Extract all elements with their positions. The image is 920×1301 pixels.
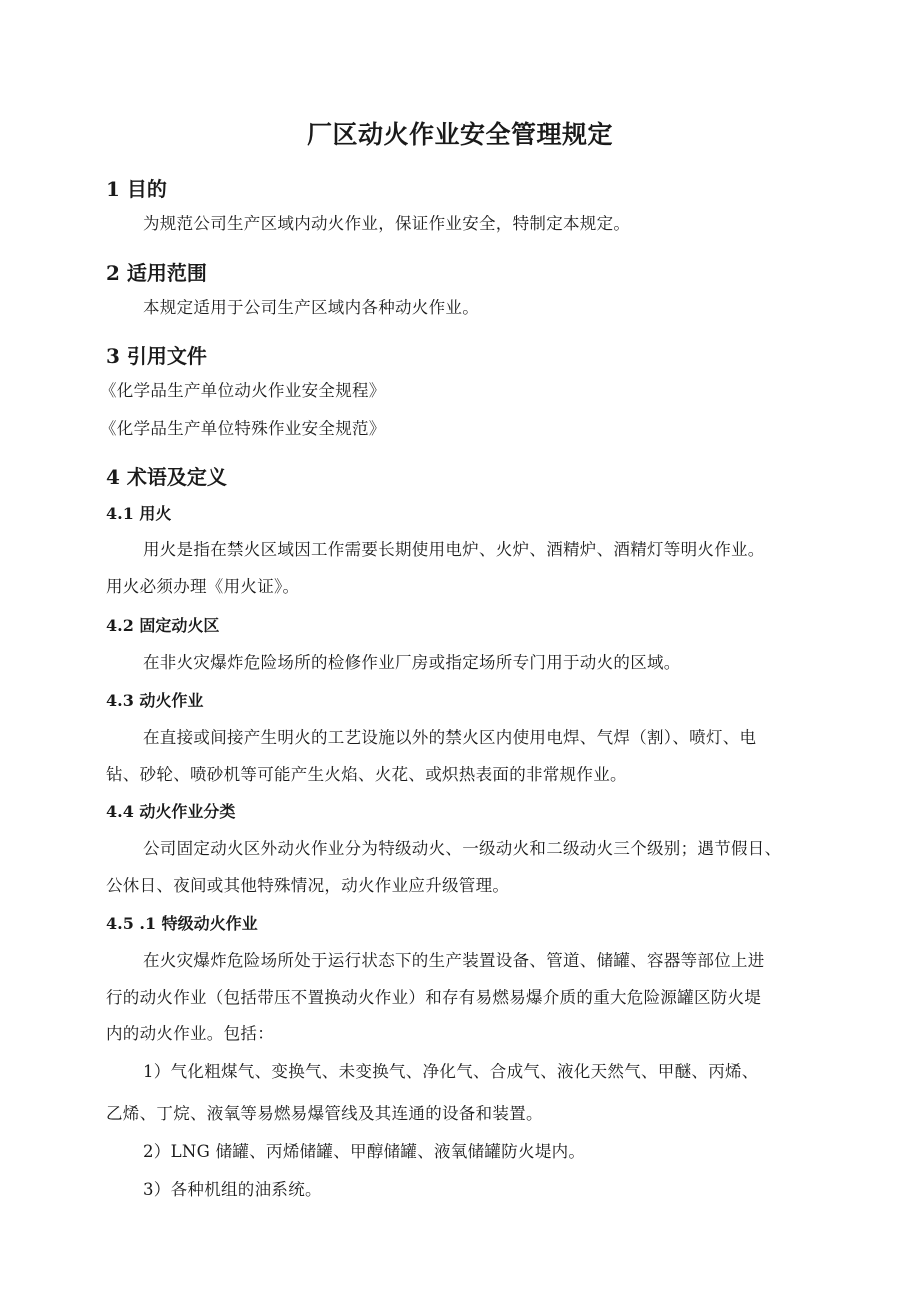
reference-2: 《化学品生产单位特殊作业安全规范》 [100, 419, 386, 438]
subsection-4-1-heading: 4.1 用火 [106, 504, 172, 523]
section-1-heading: 1 目的 [106, 177, 167, 201]
subsection-4-3-line-1: 在直接或间接产生明火的工艺设施以外的禁火区内使用电焊、气焊（割）、喷灯、电 [143, 728, 757, 747]
document-title: 厂区动火作业安全管理规定 [306, 120, 613, 149]
subsection-4-5-line-1: 在火灾爆炸危险场所处于运行状态下的生产装置设备、管道、储罐、容器等部位上进 [143, 951, 765, 970]
section-1-paragraph: 为规范公司生产区域内动火作业，保证作业安全，特制定本规定。 [143, 214, 631, 233]
subsection-4-1-line-2: 用火必须办理《用火证》。 [106, 577, 300, 596]
subsection-4-3-heading: 4.3 动火作业 [106, 691, 204, 710]
section-3-heading: 3 引用文件 [106, 344, 207, 368]
section-2-paragraph: 本规定适用于公司生产区域内各种动火作业。 [143, 298, 479, 317]
subsection-4-4-line-1: 公司固定动火区外动火作业分为特级动火、一级动火和二级动火三个级别；遇节假日、 [143, 839, 782, 858]
subsection-4-5-line-2: 行的动火作业（包括带压不置换动火作业）和存有易燃易爆介质的重大危险源罐区防火堤 [106, 988, 762, 1007]
list-item-2: 2）LNG 储罐、丙烯储罐、甲醇储罐、液氧储罐防火堤内。 [143, 1142, 586, 1161]
list-item-3: 3）各种机组的油系统。 [143, 1180, 322, 1199]
reference-1: 《化学品生产单位动火作业安全规程》 [100, 381, 386, 400]
list-item-1-line-1: 1）气化粗煤气、变换气、未变换气、净化气、合成气、液化天然气、甲醚、丙烯、 [143, 1062, 759, 1081]
section-2-heading: 2 适用范围 [106, 261, 207, 285]
subsection-4-2-heading: 4.2 固定动火区 [106, 616, 220, 635]
subsection-4-2-line-1: 在非火灾爆炸危险场所的检修作业厂房或指定场所专门用于动火的区域。 [143, 653, 681, 672]
list-item-1-line-2: 乙烯、丁烷、液氧等易燃易爆管线及其连通的设备和装置。 [106, 1104, 543, 1123]
subsection-4-1-line-1: 用火是指在禁火区域因工作需要长期使用电炉、火炉、酒精炉、酒精灯等明火作业。 [143, 540, 765, 559]
subsection-4-5-heading: 4.5 .1 特级动火作业 [106, 914, 258, 933]
subsection-4-4-heading: 4.4 动火作业分类 [106, 802, 236, 821]
subsection-4-5-line-3: 内的动火作业。包括： [106, 1024, 274, 1043]
subsection-4-3-line-2: 钻、砂轮、喷砂机等可能产生火焰、火花、或炽热表面的非常规作业。 [106, 765, 627, 784]
section-4-heading: 4 术语及定义 [106, 465, 227, 489]
subsection-4-4-line-2: 公休日、夜间或其他特殊情况，动火作业应升级管理。 [106, 876, 510, 895]
